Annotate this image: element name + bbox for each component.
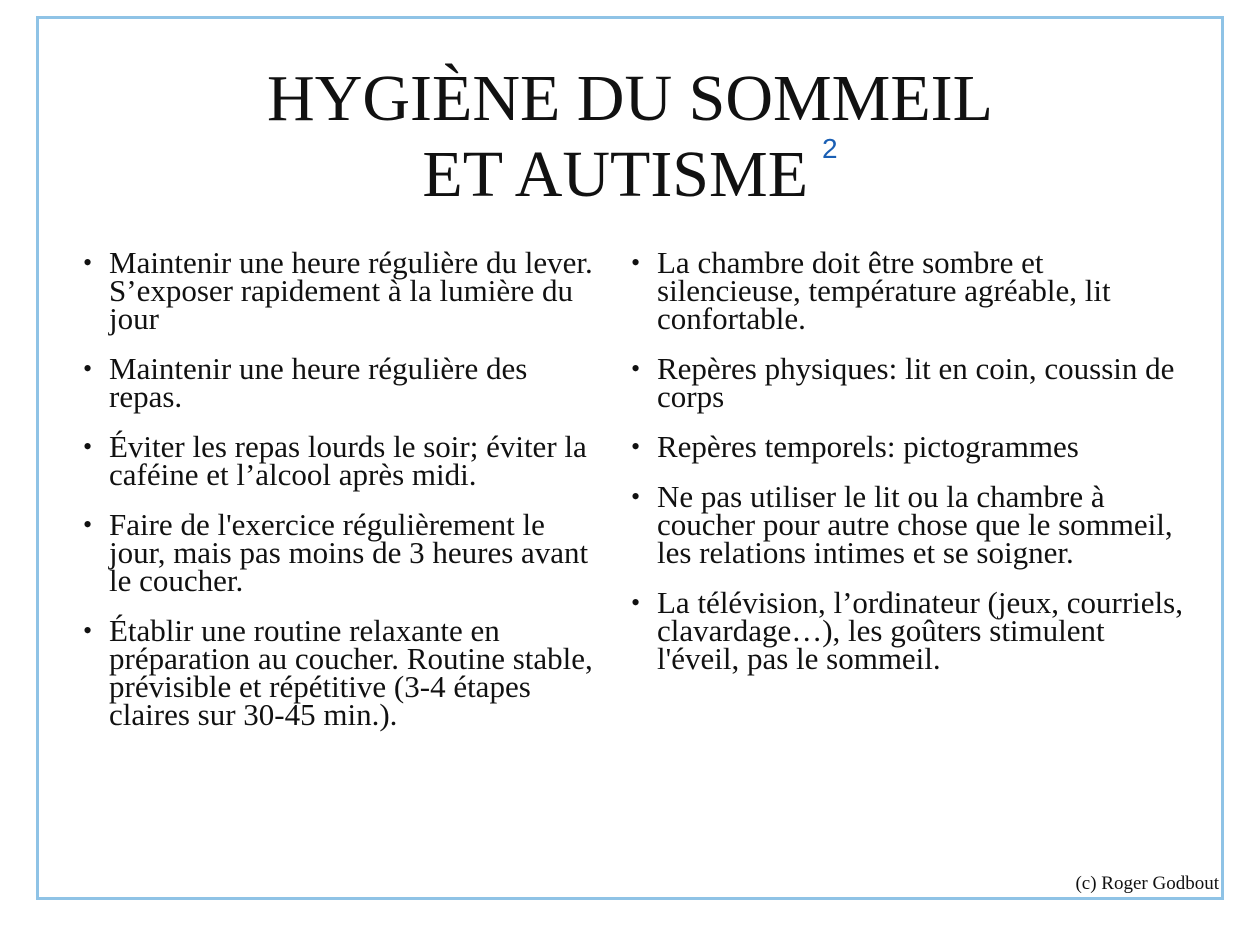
list-item [631,479,1191,570]
bullet-icon: • [83,354,93,383]
list-item [83,351,603,414]
list-item-text: Repères temporels: pictogrammes [657,429,1079,464]
copyright-credit: (c) Roger Godbout [1075,873,1219,894]
list-item [83,507,603,598]
list-item-text: Repères physiques: lit en coin, coussin de corps [657,351,1175,414]
bullet-icon: • [631,432,641,461]
bullet-icon: • [83,510,93,539]
bullet-icon: • [83,616,93,645]
list-item-text: La télévision, l’ordinateur (jeux, courriels, clavardage…), les goûters stimulent l'éveil, pas le sommeil. [657,585,1183,676]
title-superscript: 2 [822,133,838,164]
list-item [631,245,1191,336]
right-bullet-list [631,245,1191,695]
list-item [631,429,1191,464]
list-item-text: Maintenir une heure régulière du lever. S’exposer rapidement à la lumière du jour [109,245,593,336]
list-item-text: Ne pas utiliser le lit ou la chambre à coucher pour autre chose que le sommeil, les relations intimes et se soigner. [657,479,1173,570]
list-item [83,613,603,732]
list-item [83,429,603,492]
bullet-icon: • [631,588,641,617]
title-line-2-text: ET AUTISME [422,138,809,211]
list-item [631,585,1191,676]
list-item-text: Faire de l'exercice régulièrement le jour, mais pas moins de 3 heures avant le coucher. [109,507,589,598]
slide [36,16,1224,900]
list-item-text: Éviter les repas lourds le soir; éviter la caféine et l’alcool après midi. [109,429,587,492]
title-line-1: HYGIÈNE DU SOMMEIL [267,62,993,135]
list-item-text: La chambre doit être sombre et silencieuse, température agréable, lit confortable. [657,245,1111,336]
bullet-icon: • [631,354,641,383]
list-item [631,351,1191,414]
bullet-icon: • [83,432,93,461]
bullet-icon: • [631,248,641,277]
list-item [83,245,603,336]
slide-title [39,61,1221,213]
list-item-text: Établir une routine relaxante en préparation au coucher. Routine stable, prévisible et répétitive (3-4 étapes claires sur 30-45 min.). [109,613,593,732]
bullet-icon: • [83,248,93,277]
bullet-icon: • [631,482,641,511]
title-line-2 [39,133,1221,213]
left-bullet-list [83,245,603,751]
list-item-text: Maintenir une heure régulière des repas. [109,351,528,414]
